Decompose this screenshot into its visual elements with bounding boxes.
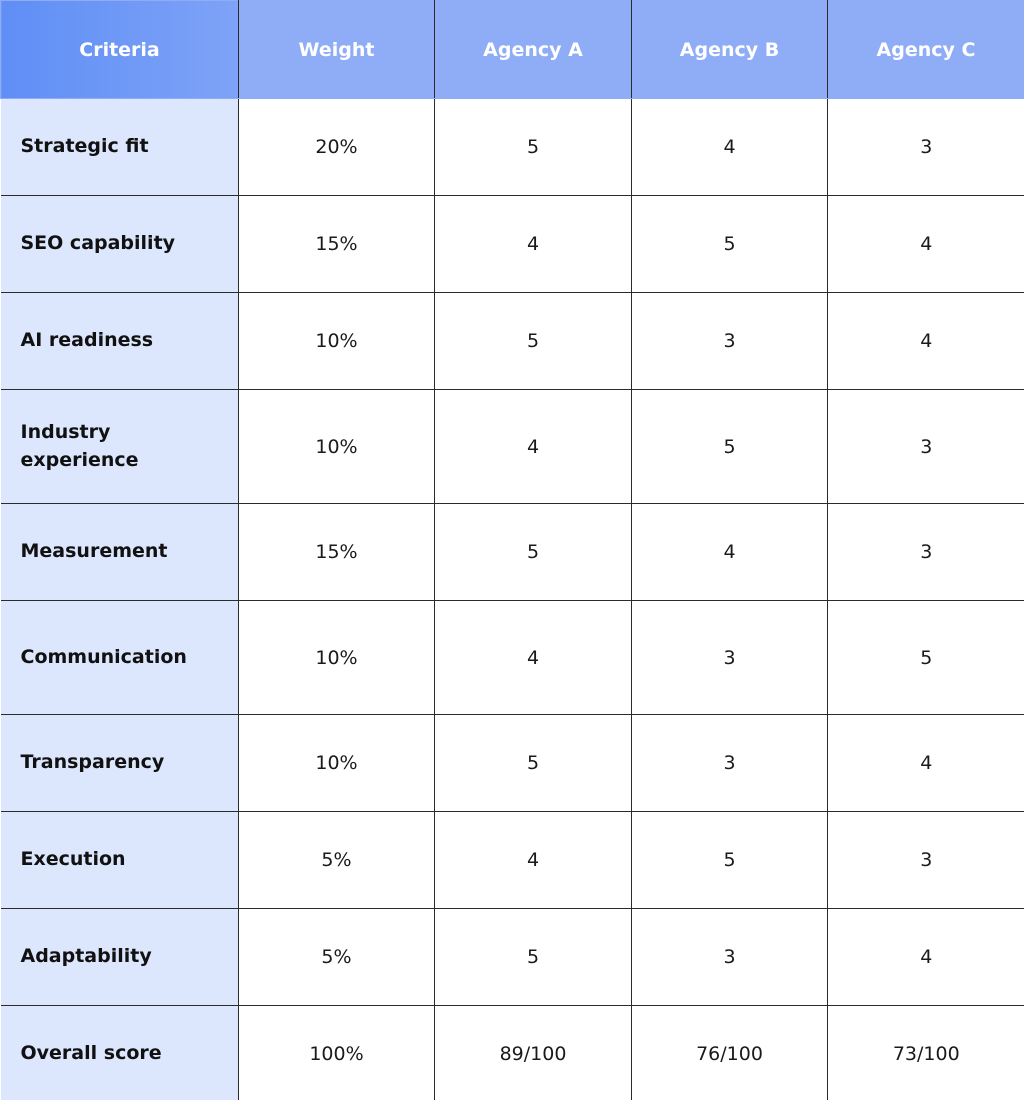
header-criteria: Criteria: [1, 1, 239, 99]
agency-a-score-cell: 4: [435, 812, 632, 909]
table-row: [1, 909, 1024, 1006]
agency-a-score-cell: 5: [435, 504, 632, 601]
table-row: [1, 601, 1024, 715]
agency-b-score-cell: 5: [632, 390, 828, 504]
header-agency-a: Agency A: [435, 1, 632, 99]
agency-b-score-cell: 4: [632, 99, 828, 196]
criteria-cell: Communication: [1, 601, 239, 715]
agency-b-score-cell: 3: [632, 909, 828, 1006]
agency-b-score-cell: 3: [632, 601, 828, 715]
criteria-cell: Transparency: [1, 715, 239, 812]
agency-c-score-cell: 4: [828, 909, 1024, 1006]
agency-c-score-cell: 73/100: [828, 1006, 1024, 1100]
weight-cell: 15%: [239, 504, 435, 601]
agency-b-score-cell: 4: [632, 504, 828, 601]
header-weight: Weight: [239, 1, 435, 99]
agency-c-score-cell: 4: [828, 196, 1024, 293]
agency-c-score-cell: 4: [828, 293, 1024, 390]
criteria-cell: AI readiness: [1, 293, 239, 390]
weight-cell: 20%: [239, 99, 435, 196]
table-row-overall-score: [1, 1006, 1024, 1100]
agency-c-score-cell: 3: [828, 812, 1024, 909]
agency-a-score-cell: 89/100: [435, 1006, 632, 1100]
weight-cell: 15%: [239, 196, 435, 293]
criteria-cell: Overall score: [1, 1006, 239, 1100]
weight-cell: 10%: [239, 293, 435, 390]
weight-cell: 5%: [239, 909, 435, 1006]
agency-a-score-cell: 5: [435, 293, 632, 390]
header-agency-b: Agency B: [632, 1, 828, 99]
agency-b-score-cell: 76/100: [632, 1006, 828, 1100]
criteria-cell: Strategic fit: [1, 99, 239, 196]
agency-b-score-cell: 5: [632, 196, 828, 293]
weight-cell: 10%: [239, 601, 435, 715]
agency-a-score-cell: 4: [435, 196, 632, 293]
agency-c-score-cell: 3: [828, 99, 1024, 196]
weight-cell: 10%: [239, 715, 435, 812]
agency-b-score-cell: 5: [632, 812, 828, 909]
criteria-cell: Adaptability: [1, 909, 239, 1006]
criteria-cell: SEO capability: [1, 196, 239, 293]
agency-c-score-cell: 5: [828, 601, 1024, 715]
agency-a-score-cell: 4: [435, 390, 632, 504]
agency-b-score-cell: 3: [632, 293, 828, 390]
table-row: [1, 293, 1024, 390]
table-row: [1, 99, 1024, 196]
table-row: [1, 812, 1024, 909]
criteria-cell: Industry experience: [1, 390, 239, 504]
agency-c-score-cell: 3: [828, 390, 1024, 504]
agency-a-score-cell: 5: [435, 715, 632, 812]
weight-cell: 10%: [239, 390, 435, 504]
agency-a-score-cell: 5: [435, 909, 632, 1006]
criteria-cell: Measurement: [1, 504, 239, 601]
table-header-row: [1, 1, 1024, 99]
table-row: [1, 196, 1024, 293]
agency-c-score-cell: 3: [828, 504, 1024, 601]
weight-cell: 5%: [239, 812, 435, 909]
weight-cell: 100%: [239, 1006, 435, 1100]
agency-a-score-cell: 4: [435, 601, 632, 715]
agency-a-score-cell: 5: [435, 99, 632, 196]
table-row: [1, 504, 1024, 601]
criteria-cell: Execution: [1, 812, 239, 909]
table-row: [1, 390, 1024, 504]
table-row: [1, 715, 1024, 812]
agency-b-score-cell: 3: [632, 715, 828, 812]
header-agency-c: Agency C: [828, 1, 1024, 99]
agency-c-score-cell: 4: [828, 715, 1024, 812]
